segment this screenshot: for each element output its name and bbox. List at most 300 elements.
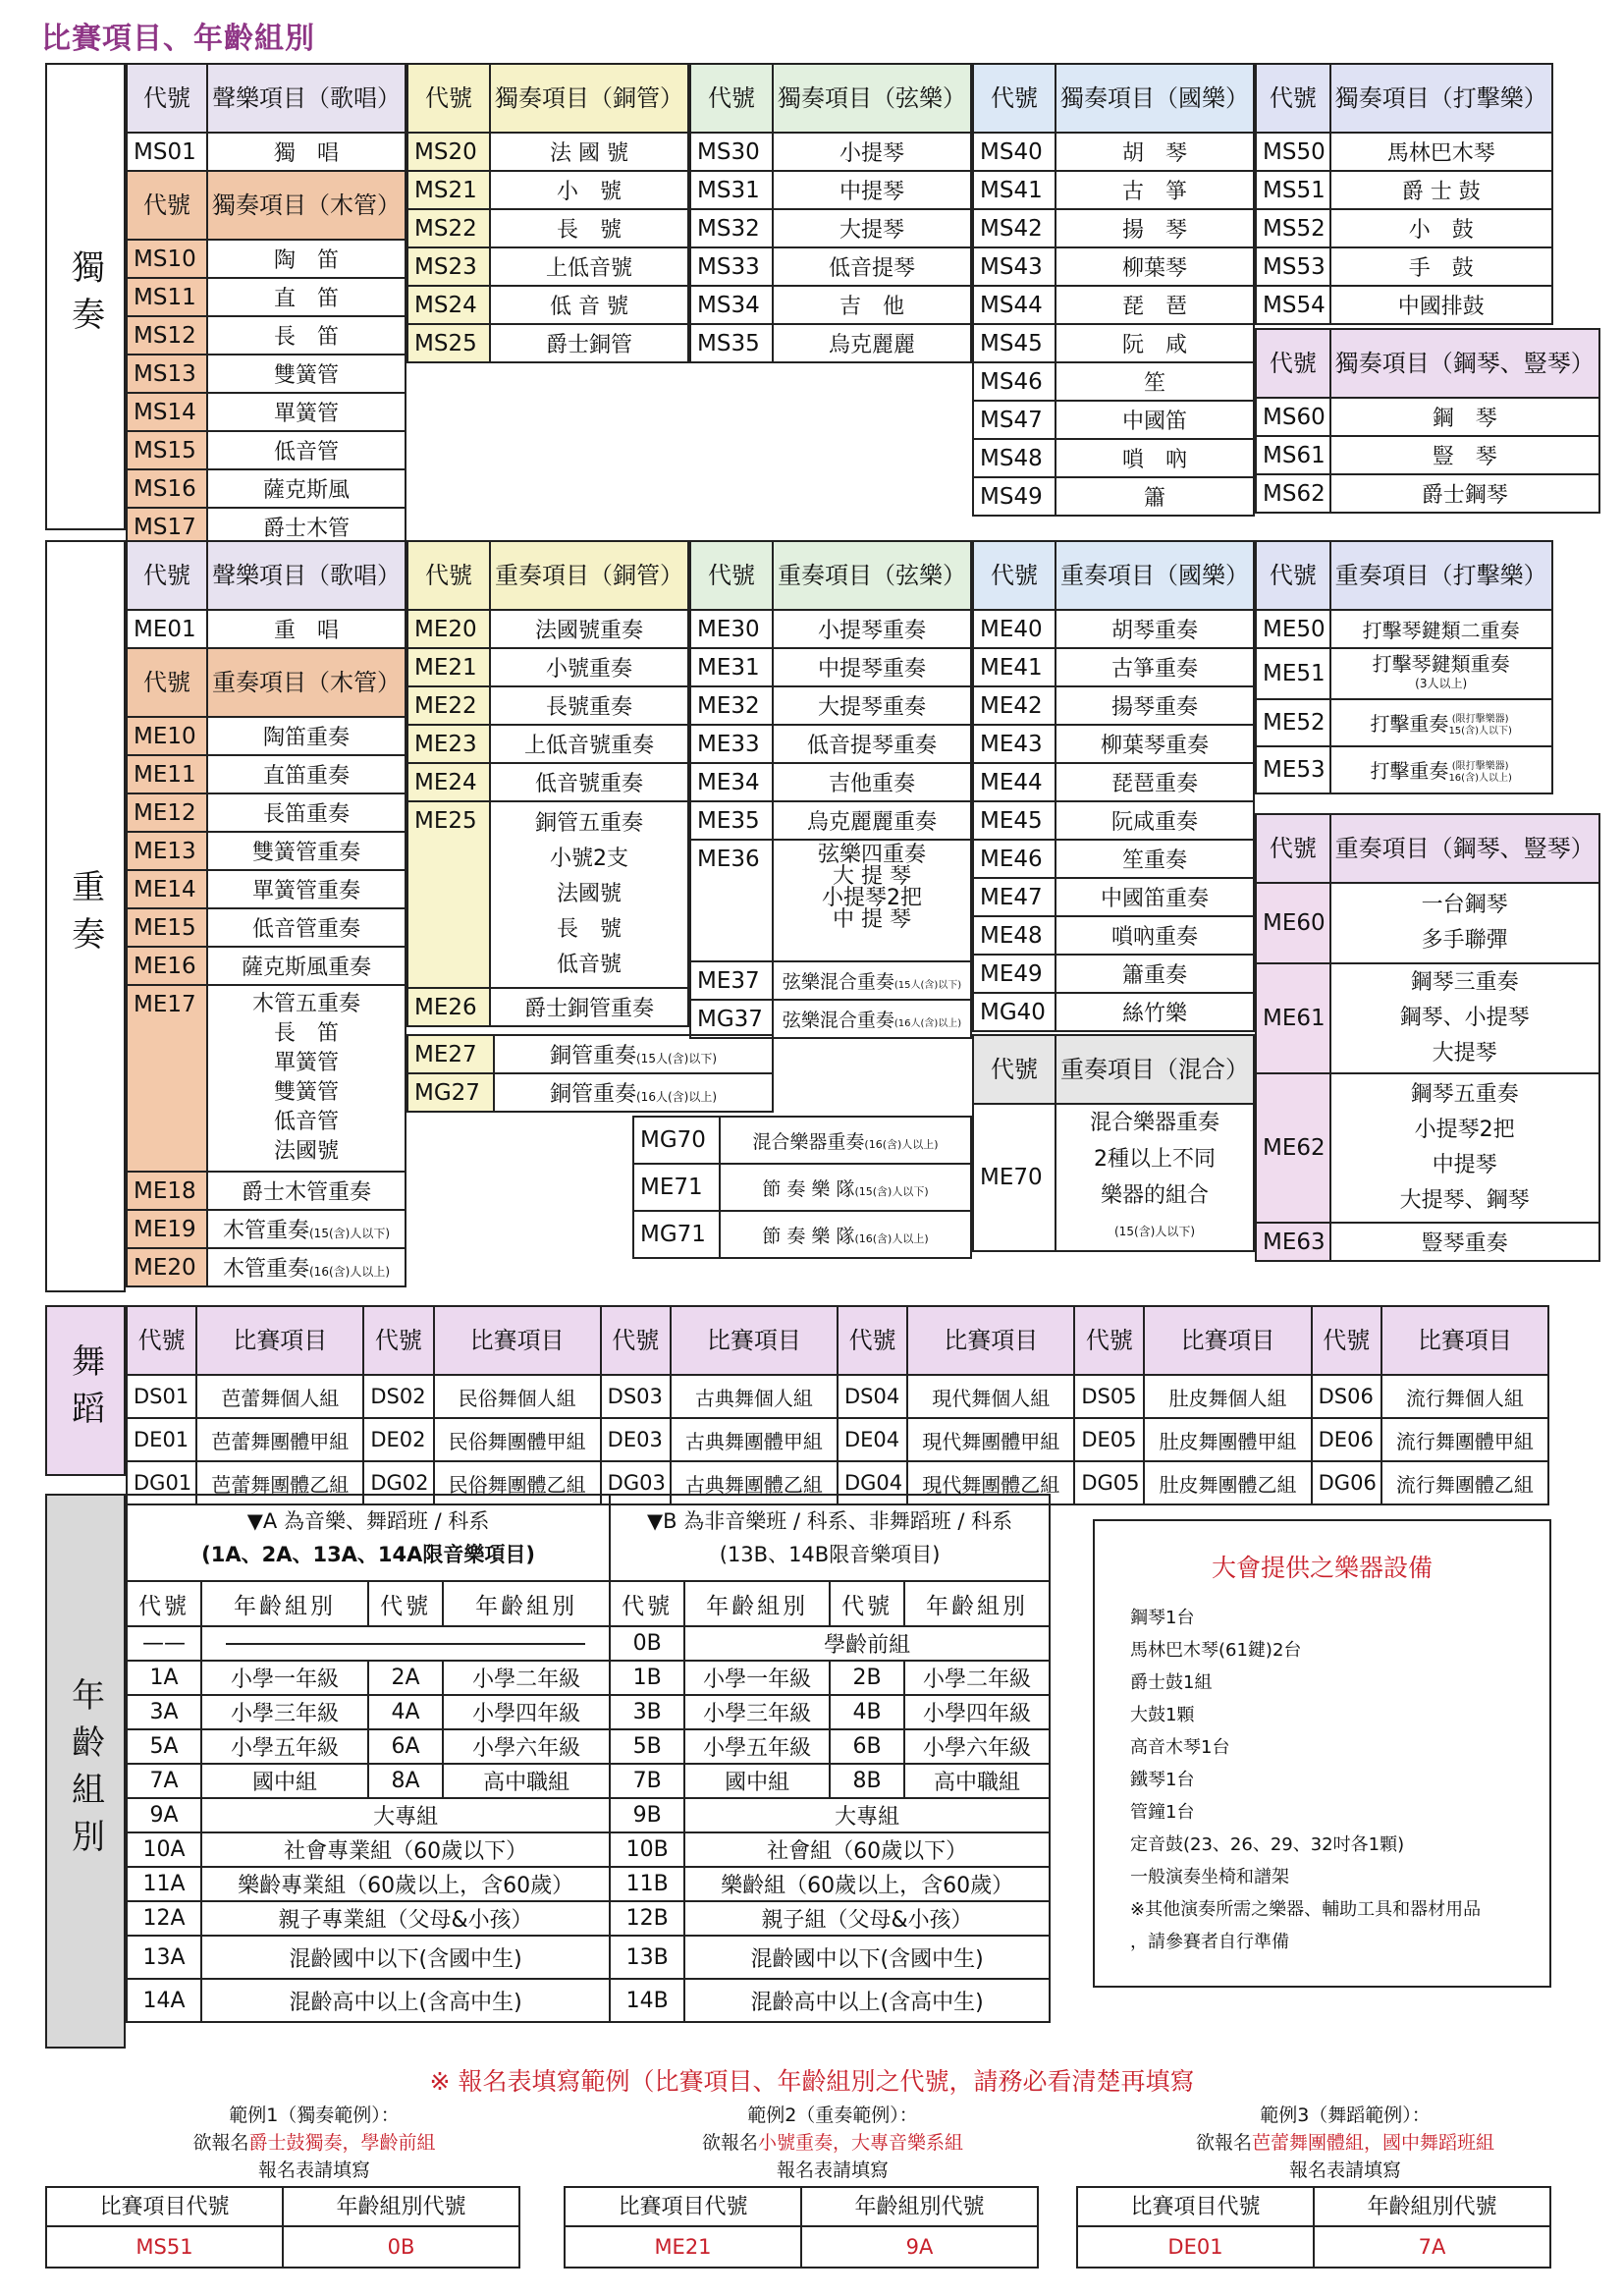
table-header bbox=[127, 648, 406, 717]
item-code: ME40 bbox=[973, 610, 1056, 648]
table-row bbox=[1256, 209, 1552, 247]
item-name: 爵士木管重奏 bbox=[207, 1172, 406, 1210]
item-code: ME35 bbox=[690, 801, 773, 840]
item-header: 獨奏項目（銅管） bbox=[490, 64, 688, 133]
item-name: 爵 士 鼓 bbox=[1330, 171, 1552, 209]
example-code-value: DE01 bbox=[1078, 2227, 1315, 2267]
table-row bbox=[690, 801, 971, 840]
age-a-header: ▼A 為音樂、舞蹈班 / 科系 (1A、2A、13A、14A限音樂項目) bbox=[127, 1495, 610, 1581]
item-name: 鋼琴三重奏 鋼琴、小提琴 大提琴 bbox=[1330, 963, 1599, 1073]
item-code: MS61 bbox=[1256, 436, 1330, 474]
table-row bbox=[973, 801, 1254, 840]
item-header: 聲樂項目（歌唱） bbox=[207, 541, 406, 610]
example-2-text: 範例2（重奏範例）： 欲報名小號重奏，大專音樂系組 報名表請填寫 bbox=[701, 2105, 964, 2181]
item-code: MS22 bbox=[407, 209, 490, 247]
item-name: 吉 他 bbox=[773, 286, 971, 324]
table-row bbox=[690, 247, 971, 286]
item-code: DE01 bbox=[127, 1418, 196, 1461]
age-code: 1A bbox=[127, 1661, 201, 1695]
item-name: 嗩 吶 bbox=[1056, 439, 1254, 477]
item-code: DE02 bbox=[363, 1418, 433, 1461]
table-row bbox=[973, 878, 1254, 916]
item-name: 低 音 號 bbox=[490, 286, 688, 324]
group-header: 年齡組別 bbox=[443, 1581, 610, 1626]
table-row bbox=[127, 133, 406, 171]
solo-piano-table bbox=[1255, 328, 1600, 514]
solo-percussion-table bbox=[1255, 63, 1553, 325]
table-row bbox=[127, 1979, 1050, 2022]
age-code: 2A bbox=[368, 1661, 443, 1695]
item-name: 芭蕾舞團體乙組 bbox=[196, 1461, 363, 1504]
item-name: 薩克斯風重奏 bbox=[207, 947, 406, 985]
table-row bbox=[407, 247, 688, 286]
age-group: 樂齡組（60歲以上，含60歲） bbox=[684, 1867, 1050, 1901]
table-row bbox=[973, 247, 1254, 286]
item-code: DS05 bbox=[1074, 1375, 1144, 1418]
table-row bbox=[127, 1729, 1050, 1764]
item-name: 雙簧管重奏 bbox=[207, 832, 406, 870]
item-name: 琵琶重奏 bbox=[1056, 763, 1254, 801]
item-code: DG05 bbox=[1074, 1461, 1144, 1504]
item-code: ME41 bbox=[973, 648, 1056, 686]
table-header bbox=[1256, 329, 1599, 398]
age-code: 2B bbox=[830, 1661, 904, 1695]
table-row bbox=[127, 1661, 1050, 1695]
item-code: MS11 bbox=[127, 278, 207, 316]
example-age-value: 7A bbox=[1418, 2235, 1446, 2259]
item-code: ME27 bbox=[407, 1035, 494, 1073]
item-name: 絲竹樂 bbox=[1056, 993, 1254, 1031]
item-code: ME01 bbox=[127, 610, 207, 648]
equipment-item: 管鐘1台 bbox=[1130, 1802, 1195, 1823]
solo-chinese-table bbox=[972, 63, 1255, 517]
example-2-box bbox=[564, 2186, 1039, 2269]
ens-brass-table bbox=[406, 540, 689, 1027]
equipment-item: ，請參賽者自行準備 bbox=[1130, 1932, 1289, 1952]
equipment-item: 鐵琴1台 bbox=[1130, 1770, 1195, 1790]
item-code: MS50 bbox=[1256, 133, 1330, 171]
item-name: 中提琴 bbox=[773, 171, 971, 209]
table-row bbox=[690, 763, 971, 801]
item-name: 陶 笛 bbox=[207, 240, 406, 278]
item-name: 古典舞團體乙組 bbox=[671, 1461, 838, 1504]
item-code: MS32 bbox=[690, 209, 773, 247]
item-name: 上低音號重奏 bbox=[490, 725, 688, 763]
item-name: 揚 琴 bbox=[1056, 209, 1254, 247]
example-1-box bbox=[45, 2186, 520, 2269]
age-group: 親子組（父母&小孩） bbox=[684, 1901, 1050, 1936]
age-code: 9A bbox=[127, 1798, 201, 1832]
item-code: MS52 bbox=[1256, 209, 1330, 247]
age-group: 高中職組 bbox=[904, 1764, 1050, 1798]
example-col-age: 年齡組別代號 bbox=[802, 2188, 1037, 2227]
code-header: 代號 bbox=[407, 64, 490, 133]
item-code: MS54 bbox=[1256, 286, 1330, 324]
item-name: 琵 琶 bbox=[1056, 286, 1254, 324]
item-name: 銅管重奏(15人(含)以下) bbox=[494, 1035, 773, 1073]
item-code: ME34 bbox=[690, 763, 773, 801]
age-table bbox=[126, 1494, 1051, 2023]
age-code: 6A bbox=[368, 1729, 443, 1764]
item-name: 混合樂器重奏 2種以上不同 樂器的組合 (15(含)人以下) bbox=[1056, 1104, 1254, 1251]
table-row bbox=[1256, 133, 1552, 171]
solo-strings-table bbox=[689, 63, 972, 363]
table-row bbox=[973, 209, 1254, 247]
example-age-value: 0B bbox=[387, 2235, 415, 2259]
section-label-dance: 舞蹈 bbox=[45, 1305, 126, 1476]
item-name: 肚皮舞個人組 bbox=[1144, 1375, 1311, 1418]
item-name: 一台鋼琴 多手聯彈 bbox=[1330, 883, 1599, 963]
item-name: 打擊琴鍵類二重奏 bbox=[1330, 610, 1552, 648]
item-code: ME46 bbox=[973, 840, 1056, 878]
age-group: 混齡高中以上(含高中生) bbox=[201, 1979, 610, 2022]
table-row bbox=[407, 610, 688, 648]
item-header: 重奏項目（銅管） bbox=[490, 541, 688, 610]
age-group: 親子專業組（父母&小孩） bbox=[201, 1901, 610, 1936]
item-code: ME43 bbox=[973, 725, 1056, 763]
table-row bbox=[127, 355, 406, 393]
item-code: MG37 bbox=[690, 1000, 773, 1038]
item-code: MS40 bbox=[973, 133, 1056, 171]
age-code: 5B bbox=[610, 1729, 684, 1764]
item-name: 爵士木管 bbox=[207, 508, 406, 546]
table-row bbox=[127, 793, 406, 832]
item-code: MS43 bbox=[973, 247, 1056, 286]
code-header: 代號 bbox=[610, 1581, 684, 1626]
item-code: ME63 bbox=[1256, 1223, 1330, 1261]
item-name: 長號重奏 bbox=[490, 686, 688, 725]
example-col-age: 年齡組別代號 bbox=[1315, 2188, 1549, 2227]
age-code: 11A bbox=[127, 1867, 201, 1901]
item-name: 弦樂四重奏 大 提 琴 小提琴2把 中 提 琴 bbox=[773, 840, 971, 961]
code-header: 代號 bbox=[1312, 1306, 1381, 1375]
age-group: 小學四年級 bbox=[904, 1695, 1050, 1729]
item-name: 小提琴 bbox=[773, 133, 971, 171]
age-code: —— bbox=[127, 1626, 201, 1661]
table-row bbox=[407, 801, 688, 988]
item-name: 流行舞個人組 bbox=[1381, 1375, 1548, 1418]
item-code: MS12 bbox=[127, 316, 207, 355]
group-header: 年齡組別 bbox=[201, 1581, 368, 1626]
equipment-item: ※其他演奏所需之樂器、輔助工具和器材用品 bbox=[1130, 1899, 1482, 1920]
item-name: 流行舞團體乙組 bbox=[1381, 1461, 1548, 1504]
table-row bbox=[127, 278, 406, 316]
item-name: 古箏重奏 bbox=[1056, 648, 1254, 686]
example-col-code: 比賽項目代號 bbox=[1078, 2188, 1315, 2227]
item-code: ME20 bbox=[407, 610, 490, 648]
item-name: 烏克麗麗 bbox=[773, 324, 971, 362]
item-name: 現代舞團體乙組 bbox=[907, 1461, 1074, 1504]
table-row bbox=[127, 1798, 1050, 1832]
item-name: 陶笛重奏 bbox=[207, 717, 406, 755]
table-header bbox=[407, 64, 688, 133]
table-header bbox=[407, 541, 688, 610]
ens-chinese-table bbox=[972, 540, 1255, 1032]
item-header: 比賽項目 bbox=[196, 1306, 363, 1375]
item-name: 中國笛重奏 bbox=[1056, 878, 1254, 916]
table-row bbox=[407, 286, 688, 324]
code-header: 代號 bbox=[1074, 1306, 1144, 1375]
example-col-code: 比賽項目代號 bbox=[566, 2188, 802, 2227]
item-name: 柳葉琴 bbox=[1056, 247, 1254, 286]
age-b-header: ▼B 為非音樂班 / 科系、非舞蹈班 / 科系 (13B、14B限音樂項目) bbox=[610, 1495, 1050, 1581]
section-label-age: 年齡組別 bbox=[45, 1494, 126, 2049]
item-name: 鋼 琴 bbox=[1330, 398, 1599, 436]
table-row bbox=[973, 725, 1254, 763]
item-code: ME20 bbox=[127, 1248, 207, 1286]
item-code: MS13 bbox=[127, 355, 207, 393]
code-header: 代號 bbox=[690, 64, 773, 133]
item-name: 單簧管 bbox=[207, 393, 406, 431]
ens-mixed2-table bbox=[632, 1116, 972, 1259]
item-code: DS03 bbox=[601, 1375, 671, 1418]
item-name: 直笛重奏 bbox=[207, 755, 406, 793]
table-row bbox=[127, 1695, 1050, 1729]
item-code: DG01 bbox=[127, 1461, 196, 1504]
table-row bbox=[1256, 436, 1599, 474]
age-code: 12A bbox=[127, 1901, 201, 1936]
item-name: 肚皮舞團體乙組 bbox=[1144, 1461, 1311, 1504]
item-code: MS30 bbox=[690, 133, 773, 171]
item-code: MS35 bbox=[690, 324, 773, 362]
table-header bbox=[690, 64, 971, 133]
item-name: 笙 bbox=[1056, 362, 1254, 401]
age-group: 大專組 bbox=[201, 1798, 610, 1832]
age-code: 7B bbox=[610, 1764, 684, 1798]
item-name: 雙簧管 bbox=[207, 355, 406, 393]
item-code: ME10 bbox=[127, 717, 207, 755]
table-row bbox=[1256, 247, 1552, 286]
item-code: MS46 bbox=[973, 362, 1056, 401]
table-row bbox=[973, 1104, 1254, 1251]
table-header bbox=[127, 64, 406, 133]
age-group: 國中組 bbox=[684, 1764, 830, 1798]
item-code: DS02 bbox=[363, 1375, 433, 1418]
equipment-item: 馬林巴木琴(61鍵)2台 bbox=[1130, 1640, 1302, 1661]
item-code: ME44 bbox=[973, 763, 1056, 801]
item-code: MS51 bbox=[1256, 171, 1330, 209]
table-row bbox=[973, 916, 1254, 955]
table-row bbox=[973, 133, 1254, 171]
item-code: ME12 bbox=[127, 793, 207, 832]
code-header: 代號 bbox=[973, 1035, 1056, 1104]
code-header: 代號 bbox=[407, 541, 490, 610]
code-header: 代號 bbox=[1256, 64, 1330, 133]
item-code: MS31 bbox=[690, 171, 773, 209]
table-row bbox=[127, 985, 406, 1172]
item-name: 木管五重奏 長 笛 單簧管 雙簧管 低音管 法國號 bbox=[207, 985, 406, 1172]
item-name: 小 鼓 bbox=[1330, 209, 1552, 247]
item-code: MS60 bbox=[1256, 398, 1330, 436]
table-row bbox=[127, 908, 406, 947]
example-1-text: 範例1（獨奏範例）： 欲報名爵士鼓獨奏，學齡前組 報名表請填寫 bbox=[192, 2105, 436, 2181]
table-header bbox=[690, 541, 971, 610]
item-code: MS34 bbox=[690, 286, 773, 324]
item-name: 豎琴重奏 bbox=[1330, 1223, 1599, 1261]
table-row bbox=[407, 171, 688, 209]
item-code: MS20 bbox=[407, 133, 490, 171]
item-code: ME22 bbox=[407, 686, 490, 725]
item-name: 大提琴 bbox=[773, 209, 971, 247]
item-name: 古典舞團體甲組 bbox=[671, 1418, 838, 1461]
item-name: 節 奏 樂 隊(15(含)人以下) bbox=[720, 1164, 971, 1211]
item-name: 柳葉琴重奏 bbox=[1056, 725, 1254, 763]
code-header: 代號 bbox=[830, 1581, 904, 1626]
item-name: 簫 bbox=[1056, 477, 1254, 516]
table-row bbox=[1256, 171, 1552, 209]
age-group: 大專組 bbox=[684, 1798, 1050, 1832]
item-name: 直 笛 bbox=[207, 278, 406, 316]
item-name: 爵士銅管 bbox=[490, 324, 688, 362]
table-row bbox=[973, 993, 1254, 1031]
item-code: MS23 bbox=[407, 247, 490, 286]
age-group: 小學一年級 bbox=[201, 1661, 368, 1695]
table-row bbox=[127, 469, 406, 508]
item-header: 聲樂項目（歌唱） bbox=[207, 64, 406, 133]
table-row bbox=[973, 477, 1254, 516]
item-code: DG03 bbox=[601, 1461, 671, 1504]
age-group: 混齡國中以下(含國中生) bbox=[684, 1936, 1050, 1979]
table-row bbox=[407, 648, 688, 686]
age-group: 小學四年級 bbox=[443, 1695, 610, 1729]
age-group: 混齡國中以下(含國中生) bbox=[201, 1936, 610, 1979]
item-name: 烏克麗麗重奏 bbox=[773, 801, 971, 840]
item-code: MS25 bbox=[407, 324, 490, 362]
equipment-item: 定音鼓(23、26、29、32吋各1顆) bbox=[1130, 1834, 1405, 1855]
age-code: 13A bbox=[127, 1936, 201, 1979]
table-row bbox=[973, 763, 1254, 801]
item-name: 阮咸重奏 bbox=[1056, 801, 1254, 840]
item-name: 重 唱 bbox=[207, 610, 406, 648]
item-code: MS42 bbox=[973, 209, 1056, 247]
age-code: 13B bbox=[610, 1936, 684, 1979]
item-name: 單簧管重奏 bbox=[207, 870, 406, 908]
equipment-item: 一般演奏坐椅和譜架 bbox=[1130, 1867, 1289, 1887]
item-code: ME30 bbox=[690, 610, 773, 648]
table-row bbox=[690, 610, 971, 648]
item-code: MS53 bbox=[1256, 247, 1330, 286]
item-code: DE04 bbox=[838, 1418, 907, 1461]
age-group: 社會組（60歲以下） bbox=[684, 1832, 1050, 1867]
item-code: ME24 bbox=[407, 763, 490, 801]
age-group: 小學二年級 bbox=[904, 1661, 1050, 1695]
item-name: 低音管重奏 bbox=[207, 908, 406, 947]
item-code: ME31 bbox=[690, 648, 773, 686]
age-group: 混齡高中以上(含高中生) bbox=[684, 1979, 1050, 2022]
table-row bbox=[127, 870, 406, 908]
item-name: 中國笛 bbox=[1056, 401, 1254, 439]
code-header: 代號 bbox=[973, 541, 1056, 610]
code-header: 代號 bbox=[1256, 814, 1330, 883]
example-3-text: 範例3（舞蹈範例）： 欲報名芭蕾舞團體組，國中舞蹈班組 報名表請填寫 bbox=[1195, 2105, 1495, 2181]
code-header: 代號 bbox=[127, 1581, 201, 1626]
table-row bbox=[973, 171, 1254, 209]
item-name: 弦樂混合重奏(15人(含)以下) bbox=[773, 961, 971, 1000]
age-group: 小學五年級 bbox=[201, 1729, 368, 1764]
item-code: MS45 bbox=[973, 324, 1056, 362]
item-header: 獨奏項目（打擊樂） bbox=[1330, 64, 1552, 133]
equipment-title: 大會提供之樂器設備 bbox=[1211, 1554, 1433, 1582]
item-name: 長 笛 bbox=[207, 316, 406, 355]
item-code: ME37 bbox=[690, 961, 773, 1000]
item-code: ME16 bbox=[127, 947, 207, 985]
example-code-value: MS51 bbox=[47, 2227, 284, 2267]
item-name: 笙重奏 bbox=[1056, 840, 1254, 878]
item-name: 阮 咸 bbox=[1056, 324, 1254, 362]
table-row bbox=[973, 610, 1254, 648]
item-name: 低音提琴重奏 bbox=[773, 725, 971, 763]
item-name: 現代舞團體甲組 bbox=[907, 1418, 1074, 1461]
group-header: 年齡組別 bbox=[904, 1581, 1050, 1626]
code-header: 代號 bbox=[368, 1581, 443, 1626]
table-header bbox=[1256, 814, 1599, 883]
item-code: DE03 bbox=[601, 1418, 671, 1461]
item-code: ME71 bbox=[633, 1164, 720, 1211]
code-header: 代號 bbox=[838, 1306, 907, 1375]
table-row bbox=[127, 755, 406, 793]
item-name: 低音提琴 bbox=[773, 247, 971, 286]
item-name: 小號重奏 bbox=[490, 648, 688, 686]
table-row bbox=[127, 717, 406, 755]
example-col-age: 年齡組別代號 bbox=[284, 2188, 518, 2227]
item-code: ME21 bbox=[407, 648, 490, 686]
item-name: 民俗舞團體甲組 bbox=[434, 1418, 601, 1461]
table-row bbox=[690, 209, 971, 247]
item-name: 流行舞團體甲組 bbox=[1381, 1418, 1548, 1461]
age-group: 高中職組 bbox=[443, 1764, 610, 1798]
age-group: 社會專業組（60歲以下） bbox=[201, 1832, 610, 1867]
item-name: 打擊琴鍵類重奏 (3人以上) bbox=[1330, 648, 1552, 699]
item-name: 銅管五重奏 小號2支 法國號 長 號 低音號 bbox=[490, 801, 688, 988]
item-name: 獨 唱 bbox=[207, 133, 406, 171]
table-row bbox=[973, 955, 1254, 993]
item-name: 打擊重奏 (限打擊樂器) 16(含)人以上) bbox=[1330, 746, 1552, 793]
item-code: ME50 bbox=[1256, 610, 1330, 648]
item-name: 薩克斯風 bbox=[207, 469, 406, 508]
equipment-item: 爵士鼓1組 bbox=[1130, 1672, 1213, 1693]
table-row bbox=[127, 1867, 1050, 1901]
item-name: 節 奏 樂 隊(16(含)人以上) bbox=[720, 1211, 971, 1258]
item-name: 長笛重奏 bbox=[207, 793, 406, 832]
item-code: ME48 bbox=[973, 916, 1056, 955]
item-name: 中國排鼓 bbox=[1330, 286, 1552, 324]
item-name: 民俗舞個人組 bbox=[434, 1375, 601, 1418]
table-row bbox=[973, 686, 1254, 725]
item-name: 民俗舞團體乙組 bbox=[434, 1461, 601, 1504]
item-code: DS06 bbox=[1312, 1375, 1381, 1418]
item-code: DE06 bbox=[1312, 1418, 1381, 1461]
table-row bbox=[690, 840, 971, 961]
age-code: 10B bbox=[610, 1832, 684, 1867]
item-name: 芭蕾舞團體甲組 bbox=[196, 1418, 363, 1461]
item-name: 木管重奏(16(含)人以上) bbox=[207, 1248, 406, 1286]
age-code: 10A bbox=[127, 1832, 201, 1867]
item-code: DE05 bbox=[1074, 1418, 1144, 1461]
table-row bbox=[1256, 398, 1599, 436]
item-name: 吉他重奏 bbox=[773, 763, 971, 801]
item-name: 手 鼓 bbox=[1330, 247, 1552, 286]
item-code: MG40 bbox=[973, 993, 1056, 1031]
item-name: 豎 琴 bbox=[1330, 436, 1599, 474]
age-code: 11B bbox=[610, 1867, 684, 1901]
item-name: 低音管 bbox=[207, 431, 406, 469]
item-code: MS14 bbox=[127, 393, 207, 431]
table-row bbox=[690, 171, 971, 209]
item-code: ME23 bbox=[407, 725, 490, 763]
item-name: 胡 琴 bbox=[1056, 133, 1254, 171]
item-code: ME49 bbox=[973, 955, 1056, 993]
ens-percussion-table bbox=[1255, 540, 1553, 794]
